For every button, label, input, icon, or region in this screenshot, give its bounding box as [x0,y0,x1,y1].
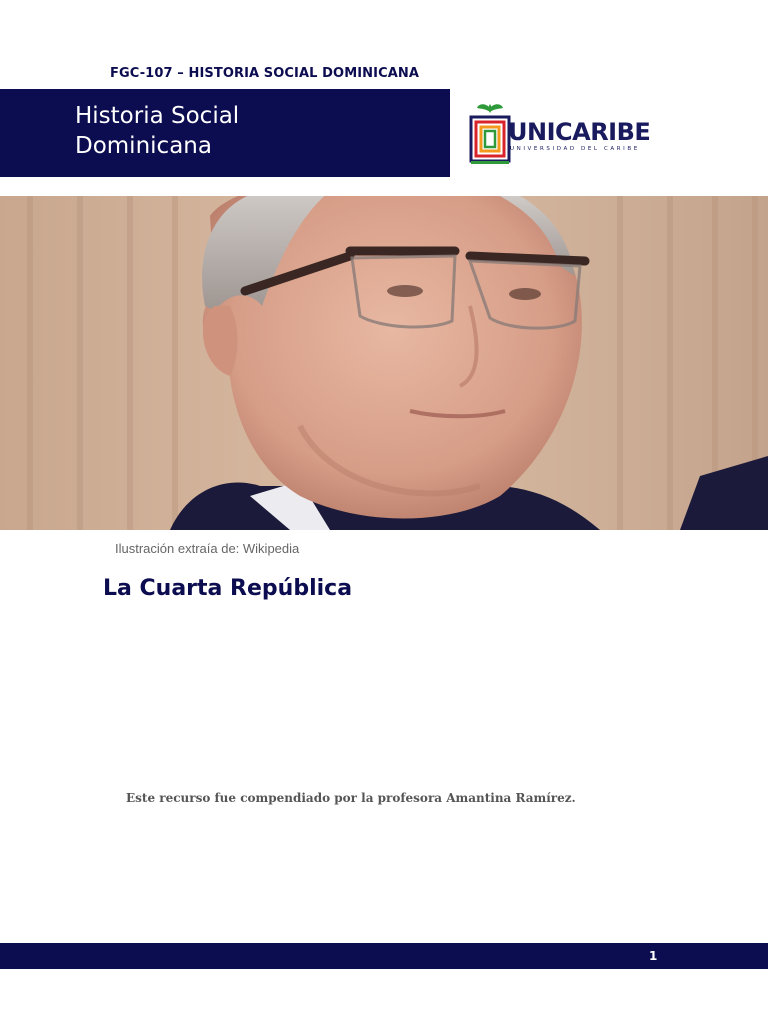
unicaribe-logo [468,102,668,166]
course-code: FGC-107 – HISTORIA SOCIAL DOMINICANA [110,66,420,81]
footer-band [0,943,768,969]
page-number: 1 [649,949,658,963]
photo-caption: Ilustración extraía de: Wikipedia [115,541,300,556]
title-line-1: Historia Social [75,103,240,129]
title-line-2: Dominicana [75,133,212,159]
logo-tagline: UNIVERSIDAD DEL CARIBE [510,146,640,152]
book-emblem-icon [468,102,512,166]
logo-brand-text: UNICARIBE [508,118,651,146]
author-credit: Este recurso fue compendiado por la profesora Amantina Ramírez. [126,791,576,805]
page-title [75,101,415,161]
portrait-image [0,196,768,530]
document-title: La Cuarta República [103,576,353,601]
portrait-photo [0,196,768,530]
title-band [0,89,450,177]
